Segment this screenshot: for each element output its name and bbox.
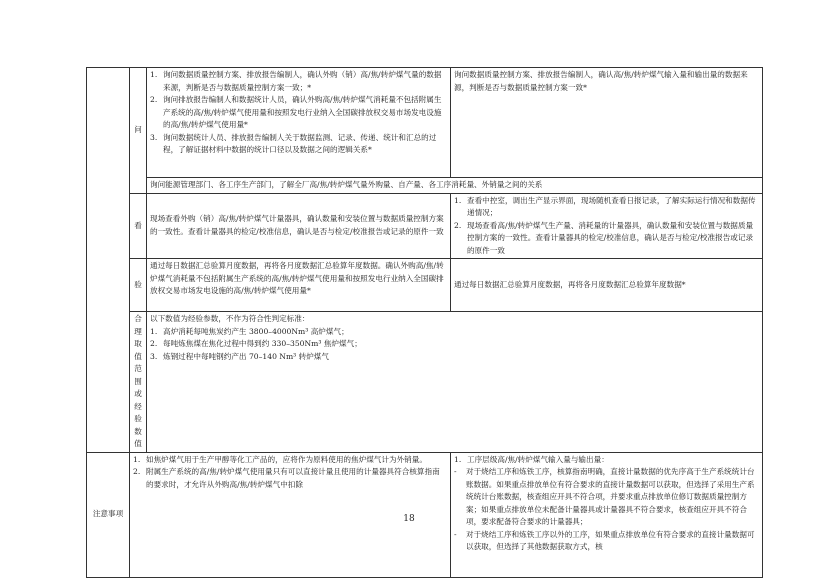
yan-left-cell: 通过每日数据汇总验算月度数据，再将各月度数据汇总验算年度数据。确认外购高/焦/转炉煤气消耗量不包括附属生产系统的高/焦/转炉煤气使用量和按照发电行业纳入全国碳排放权交易市场发电设施的高/焦/转炉煤气使用量* [147,259,451,312]
wen-right-cell: 询问数据质量控制方案、排放报告编制人，确认高/焦/转炉煤气输入量和输出量的数据来源，判断是否与数据质量控制方案一致* [451,68,763,178]
row-yan [87,259,763,312]
verification-table [86,67,763,578]
list-item: 1. 高炉消耗每吨焦炭约产生 3800–4000Nm³ 高炉煤气； [150,326,349,336]
list-item: 1. 如焦炉煤气用于生产甲醇等化工产品的，应将作为原料使用的焦炉煤气计为外销量。 [133,454,427,464]
wen-left-cell [147,68,451,178]
notes-label: 注意事项 [87,452,130,577]
row-range [87,312,763,453]
list-item: - 对于烧结工序和炼铁工序以外的工序，如果重点排放单位有符合要求的直接计量数据可以获取，但选择了其他数据获取方式，核 [454,529,755,551]
list-item: 2. 现场查看高/焦/转炉煤气生产量、消耗量的计量器具，确认数量和安装位置与数据质量控制方案的一致性。查看计量器具的检定/校准信息，确认是否与检定/校准报告或记录的原件一致 [454,220,754,255]
kan-right-cell [451,193,763,259]
row-label-yan: 验 [130,259,147,312]
list-item: 2. 附属生产系统的高/焦/转炉煤气使用量只有可以直接计量且使用的计量器具符合核算指南的要求时，才允许从外购高/焦/转炉煤气中扣除 [133,467,440,489]
list-item: 1. 询问数据质量控制方案、排放报告编制人，确认外购（销）高/焦/转炉煤气量的数据来源，判断是否与数据质量控制方案一致；* [150,70,442,92]
list-item: 1. 查看中控室，调出生产显示界面，现场随机查看日报记录，了解实际运行情况和数据传递情况； [454,195,756,217]
list-item: 1. 工序层级高/焦/转炉煤气输入量与输出量： [454,454,609,464]
left-header-cell [87,68,130,453]
row-label-wen: 问 [130,68,147,194]
range-cell [147,312,763,453]
page-number: 18 [403,514,415,524]
kan-left-cell: 现场查看外购（销）高/焦/转炉煤气计量器具，确认数量和安装位置与数据质量控制方案的一致性。查看计量器具的检定/校准信息，确认是否与检定/校准报告或记录的原件一致 [147,193,451,259]
list-item: 2. 询问排放报告编制人和数据统计人员，确认外购高/焦/转炉煤气消耗量不包括附属生产系统的高/焦/转炉煤气使用量和按照发电行业纳入全国碳排放权交易市场发电设施的高/焦/转炉煤气使用量* [150,95,442,129]
row-wen-main [87,68,763,178]
row-wen-merged [87,178,763,194]
row-label-kan: 看 [130,193,147,259]
range-label: 合理取值范围或经验数值 [130,312,147,453]
list-item: - 对于烧结工序和炼铁工序，核算指南明确，直接计量数据的优先序高于生产系统统计台账数据。如果重点排放单位有符合要求的直接计量数据可以获取，但选择了采用生产系统统计台账数据，核查组应开具不符合项，并要求重点排放单位修订数据质量控制方案；如果重点排放单位未配备计量器具或计量器具不符合要求，核查组应开具不符合项，要求配备符合要求的计量器具； [454,467,755,526]
list-item: 2. 每吨炼焦煤在焦化过程中得到约 330–350Nm³ 焦炉煤气； [150,339,362,348]
wen-merged-cell: 询问能源管理部门、各工序生产部门，了解全厂高/焦/转炉煤气量外购量、自产量、各工序消耗量、外销量之间的关系 [147,178,763,194]
range-intro: 以下数值为经验参数，不作为符合性判定标准： [150,314,310,323]
row-kan [87,193,763,259]
list-item: 3. 询问数据统计人员、排放报告编制人关于数据监测、记录、传递、统计和汇总的过程，了解证据材料中数据的统计口径以及数据之间的逻辑关系* [150,132,437,154]
yan-right-cell: 通过每日数据汇总验算月度数据，再将各月度数据汇总验算年度数据* [451,259,763,312]
list-item: 3. 炼钢过程中每吨钢约产出 70–140 Nm³ 转炉煤气 [150,351,329,361]
